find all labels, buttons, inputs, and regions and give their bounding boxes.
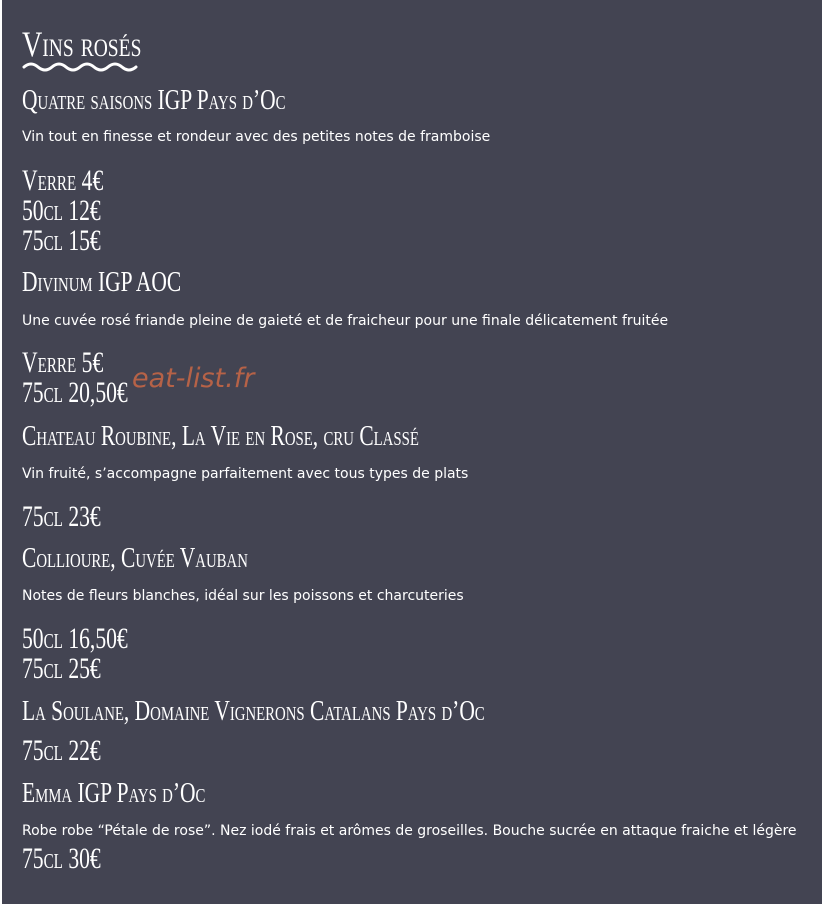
wine-price: Verre 4€	[22, 164, 104, 197]
wine-description: Robe robe “Pétale de rose”. Nez iodé frais et arômes de groseilles. Bouche sucrée en attaque fraiche et légère	[22, 823, 797, 839]
wine-price: 75cl 22€	[22, 734, 101, 767]
wine-price: 50cl 16,50€	[22, 622, 128, 655]
wine-price: 75cl 25€	[22, 652, 101, 685]
wine-price: 75cl 20,50€	[22, 376, 128, 409]
wine-price: Verre 5€	[22, 346, 104, 379]
watermark-text: eat-list.fr	[132, 363, 255, 394]
section-title: Vins rosés	[22, 24, 142, 64]
wine-price: 50cl 12€	[22, 194, 101, 227]
wine-name: Collioure, Cuvée Vauban	[22, 542, 248, 574]
wine-name: Emma IGP Pays d’Oc	[22, 777, 206, 809]
section-header	[22, 24, 175, 64]
wine-description: Vin tout en finesse et rondeur avec des petites notes de framboise	[22, 129, 491, 145]
wine-name: Divinum IGP AOC	[22, 266, 182, 298]
wine-name: Quatre saisons IGP Pays d’Oc	[22, 84, 286, 116]
wine-price: 75cl 15€	[22, 224, 101, 257]
wine-price: 75cl 23€	[22, 500, 101, 533]
wine-menu-panel	[2, 0, 822, 904]
wine-name: La Soulane, Domaine Vignerons Catalans Pays d’Oc	[22, 695, 485, 727]
wave-underline-icon	[22, 61, 142, 73]
wine-price: 75cl 30€	[22, 842, 101, 875]
wine-name: Chateau Roubine, La Vie en Rose, cru Classé	[22, 420, 419, 452]
wine-description: Une cuvée rosé friande pleine de gaieté et de fraicheur pour une finale délicatement fruitée	[22, 313, 669, 329]
wine-description: Notes de fleurs blanches, idéal sur les poissons et charcuteries	[22, 588, 464, 604]
wine-description: Vin fruité, s’accompagne parfaitement avec tous types de plats	[22, 466, 469, 482]
